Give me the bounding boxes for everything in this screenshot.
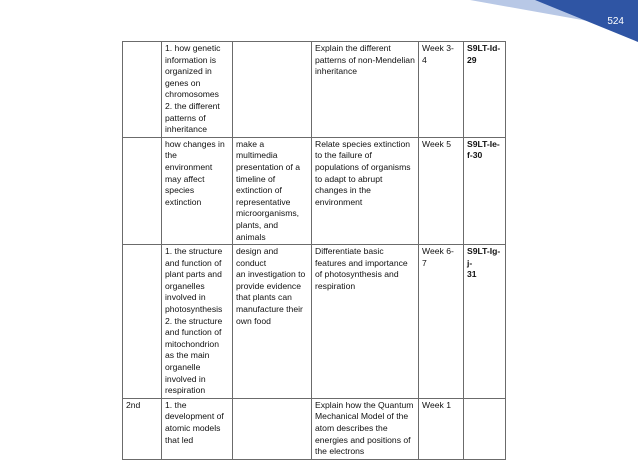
duration-cell: Week 3- 4 xyxy=(419,42,464,138)
content-cell: 1. the development of atomic models that led xyxy=(162,398,233,459)
quarter-cell xyxy=(123,245,162,399)
performance-cell: make a multimedia presentation of a timeline of extinction of representative microorganisms, plants, and animals xyxy=(233,137,312,244)
curriculum-table xyxy=(122,41,506,460)
quarter-cell: 2nd xyxy=(123,398,162,459)
table-row xyxy=(123,42,506,138)
page-number: 524 xyxy=(607,16,624,27)
duration-cell: Week 1 xyxy=(419,398,464,459)
performance-cell: design and conduct an investigation to provide evidence that plants can manufacture their own food xyxy=(233,245,312,399)
table-row xyxy=(123,137,506,244)
competency-cell: Explain how the Quantum Mechanical Model of the atom describes the energies and positions of the electrons xyxy=(312,398,419,459)
duration-cell: Week 6- 7 xyxy=(419,245,464,399)
content-cell: 1. the structure and function of plant parts and organelles involved in photosynthesis 2. the structure and function of mitochondrion as the main organelle involved in respiration xyxy=(162,245,233,399)
competency-cell: Explain the different patterns of non-Mendelian inheritance xyxy=(312,42,419,138)
competency-cell: Relate species extinction to the failure of populations of organisms to adapt to abrupt changes in the environment xyxy=(312,137,419,244)
code-cell: S9LT-Id- 29 xyxy=(464,42,506,138)
content-cell: how changes in the environment may affect species extinction xyxy=(162,137,233,244)
content-cell: 1. how genetic information is organized in genes on chromosomes 2. the different patterns of inheritance xyxy=(162,42,233,138)
code-cell: S9LT-Ig-j- 31 xyxy=(464,245,506,399)
performance-cell xyxy=(233,398,312,459)
table-row xyxy=(123,398,506,459)
quarter-cell xyxy=(123,42,162,138)
code-cell xyxy=(464,398,506,459)
quarter-cell xyxy=(123,137,162,244)
duration-cell: Week 5 xyxy=(419,137,464,244)
code-cell: S9LT-Ie- f-30 xyxy=(464,137,506,244)
table-row xyxy=(123,245,506,399)
competency-cell: Differentiate basic features and importance of photosynthesis and respiration xyxy=(312,245,419,399)
performance-cell xyxy=(233,42,312,138)
